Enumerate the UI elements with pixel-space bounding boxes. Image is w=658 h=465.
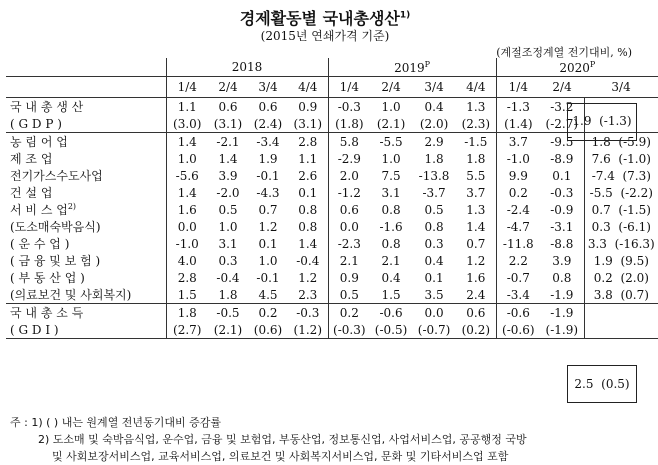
table-cell: 0.8 <box>298 219 318 234</box>
table-cell: 0.1 <box>258 236 278 251</box>
table-cell: 1.0 <box>258 253 278 268</box>
table-cell: 1.0 <box>218 219 238 234</box>
table-cell-q3: -7.4 (7.3) <box>584 167 658 184</box>
table-cell: (3.1) <box>293 116 322 131</box>
row-label: 건 설 업 <box>10 186 53 200</box>
table-cell: -8.9 <box>550 151 574 166</box>
row-label: 제 조 업 <box>10 152 53 166</box>
table-cell: -3.1 <box>550 219 574 234</box>
table-cell: 0.8 <box>298 202 318 217</box>
table-cell: 3.9 <box>552 253 572 268</box>
table-row <box>6 218 658 235</box>
table-cell-q3 <box>584 321 658 339</box>
table-cell: -1.5 <box>456 133 496 151</box>
table-cell-q3: 3.8 (0.7) <box>584 286 658 304</box>
table-cell: 2.3 <box>298 287 318 302</box>
table-cell-q3: -5.5 (-2.2) <box>584 184 658 201</box>
table-cell: (2.1) <box>376 116 406 131</box>
table-cell: -0.4 <box>216 270 240 285</box>
table-cell-q3: 1.8 (-5.9) <box>584 133 658 151</box>
table-cell-q3 <box>584 304 658 322</box>
table-cell: (-0.7) <box>412 321 456 339</box>
table-cell: -0.3 <box>550 185 574 200</box>
table-cell: 1.5 <box>166 286 208 304</box>
table-cell: 1.4 <box>218 151 238 166</box>
table-cell: 2.8 <box>166 269 208 286</box>
table-cell: 0.2 <box>328 304 370 322</box>
table-cell: -0.6 <box>496 304 540 322</box>
row-label: 국 내 총 생 산 <box>10 100 84 114</box>
table-cell: -1.6 <box>379 219 403 234</box>
table-cell: 0.6 <box>258 99 278 114</box>
table-cell: (0.2) <box>456 321 496 339</box>
table-cell: 2.9 <box>412 133 456 151</box>
table-cell: 0.8 <box>424 219 444 234</box>
table-cell: 1.8 <box>218 287 238 302</box>
table-cell: 0.6 <box>218 99 238 114</box>
table-cell: -0.1 <box>256 168 280 183</box>
table-row <box>6 286 658 304</box>
table-row <box>6 98 658 116</box>
table-cell: 1.6 <box>466 270 486 285</box>
table-cell: -3.7 <box>422 185 446 200</box>
table-cell-q3: 0.7 (-1.5) <box>584 201 658 218</box>
table-cell: 2.0 <box>328 167 370 184</box>
table-cell: -1.9 <box>550 287 574 302</box>
table-cell: (0.6) <box>248 321 288 339</box>
table-cell: 0.1 <box>424 270 444 285</box>
table-cell: -0.7 <box>496 269 540 286</box>
table-row <box>6 201 658 218</box>
table-cell: -1.2 <box>328 184 370 201</box>
table-row <box>6 133 658 151</box>
table-cell: 1.2 <box>298 270 318 285</box>
table-cell: -1.0 <box>496 150 540 167</box>
table-row <box>6 150 658 167</box>
table-cell: 0.4 <box>424 99 444 114</box>
quarter-header: 2/4 <box>208 77 248 98</box>
row-label: (도소매숙박음식) <box>10 220 101 234</box>
quarter-header: 3/4 <box>248 77 288 98</box>
table-cell: -2.0 <box>216 185 240 200</box>
table-cell: (1.8) <box>328 115 370 133</box>
table-cell: 1.5 <box>381 287 401 302</box>
table-cell: 0.6 <box>328 201 370 218</box>
table-row <box>6 252 658 269</box>
table-cell: 0.7 <box>258 202 278 217</box>
row-label: (의료보건 및 사회복지) <box>10 288 132 302</box>
row-label: ( 운 수 업 ) <box>10 237 70 251</box>
table-cell: 1.3 <box>466 202 486 217</box>
table-cell-q3: 7.6 (-1.0) <box>584 150 658 167</box>
table-cell: 4.5 <box>258 287 278 302</box>
table-cell: 1.3 <box>466 99 486 114</box>
year-header: 2018 <box>166 58 328 77</box>
table-cell: -3.2 <box>550 99 574 114</box>
table-cell: -5.6 <box>166 167 208 184</box>
table-cell: 3.7 <box>466 185 486 200</box>
gdp-q3-value: 1.9 (-1.3) <box>572 114 632 128</box>
row-label: ( G D P ) <box>10 116 62 131</box>
table-cell: 1.4 <box>166 184 208 201</box>
table-cell: 0.4 <box>424 253 444 268</box>
table-cell-q3: 3.3 (-16.3) <box>584 235 658 252</box>
table-cell: 1.1 <box>298 151 318 166</box>
year-header: $2020^P$ <box>496 58 658 77</box>
table-cell: 0.8 <box>381 236 401 251</box>
table-cell: 0.3 <box>424 236 444 251</box>
table-cell: -13.8 <box>418 168 450 183</box>
table-cell: 1.9 <box>258 151 278 166</box>
table-row <box>6 304 658 322</box>
table-cell-q3: 0.3 (-6.1) <box>584 218 658 235</box>
table-cell: (2.7) <box>166 321 208 339</box>
table-cell-q3: 0.2 (2.0) <box>584 269 658 286</box>
table-cell: 1.4 <box>466 219 486 234</box>
table-cell: -0.1 <box>256 270 280 285</box>
table-cell: -2.4 <box>496 201 540 218</box>
quarter-header-row <box>6 77 658 98</box>
table-cell: 0.5 <box>218 202 238 217</box>
table-cell: 1.8 <box>466 151 486 166</box>
table-row <box>6 321 658 339</box>
table-cell: -9.5 <box>540 133 584 151</box>
table-cell: 2.1 <box>381 253 401 268</box>
table-cell: 4.0 <box>166 252 208 269</box>
table-row <box>6 269 658 286</box>
quarter-header: 1/4 <box>166 77 208 98</box>
unit-note: (계절조정계열 전기대비, %) <box>496 46 632 59</box>
year-header: $2019^P$ <box>328 58 496 77</box>
quarter-header: 1/4 <box>496 77 540 98</box>
table-cell: 0.0 <box>412 304 456 322</box>
table-cell: 0.9 <box>328 269 370 286</box>
table-cell: -4.3 <box>256 185 280 200</box>
table-cell: 3.1 <box>218 236 238 251</box>
row-label: 서 비 스 업$^{2)}$ <box>10 202 77 217</box>
table-cell: -0.5 <box>208 304 248 322</box>
page-title: 경제활동별 국내총생산$^{1)}$ <box>239 9 411 28</box>
table-cell: 0.2 <box>496 184 540 201</box>
footnote-3: 및 사회보장서비스업, 교육서비스업, 의료보건 및 사회복지서비스업, 문화 및 기타서비스업 포함 <box>52 450 509 463</box>
table-cell: 5.8 <box>328 133 370 151</box>
row-label: 국 내 총 소 득 <box>6 304 166 322</box>
table-cell: 0.1 <box>298 185 318 200</box>
table-cell: 1.0 <box>381 151 401 166</box>
table-cell: -11.8 <box>496 235 540 252</box>
table-cell: -0.4 <box>296 253 320 268</box>
table-cell: -5.5 <box>370 133 412 151</box>
footnotes <box>10 414 527 465</box>
table-cell-q3: 1.9 (9.5) <box>584 252 658 269</box>
table-cell: (2.3) <box>461 116 491 131</box>
table-cell: (2.4) <box>253 116 283 131</box>
table-cell: 1.2 <box>466 253 486 268</box>
table-cell: -0.3 <box>288 304 328 322</box>
table-cell: (-2.7) <box>545 116 579 131</box>
table-cell: 0.0 <box>166 218 208 235</box>
footnote-2: 2) 도소매 및 숙박음식업, 운수업, 금융 및 보험업, 부동산업, 정보통신업, 사업서비스업, 공공행정 국방 <box>38 433 527 446</box>
table-cell: (1.2) <box>288 321 328 339</box>
table-cell: 0.4 <box>381 270 401 285</box>
table-cell: (-0.3) <box>328 321 370 339</box>
footnote-1: 주 : 1) ( ) 내는 원계열 전년동기대비 증감률 <box>10 416 221 429</box>
table-cell: (2.0) <box>419 116 449 131</box>
table-cell: -2.3 <box>328 235 370 252</box>
quarter-header: 1/4 <box>328 77 370 98</box>
table-cell: 2.2 <box>496 252 540 269</box>
table-cell: 1.8 <box>166 304 208 322</box>
table-row <box>6 115 658 133</box>
table-cell: -0.3 <box>328 98 370 116</box>
table-cell: (3.0) <box>166 115 208 133</box>
table-cell: -1.3 <box>496 98 540 116</box>
table-cell: (-0.6) <box>496 321 540 339</box>
table-cell: 0.5 <box>328 286 370 304</box>
table-cell: 2.4 <box>466 287 486 302</box>
table-cell: 1.1 <box>166 98 208 116</box>
table-cell: 1.0 <box>381 99 401 114</box>
table-cell: 9.9 <box>496 167 540 184</box>
quarter-header: 4/4 <box>456 77 496 98</box>
row-label: 전기가스수도사업 <box>10 169 103 183</box>
table-cell: -3.4 <box>248 133 288 151</box>
table-cell: -0.9 <box>550 202 574 217</box>
quarter-header: 2/4 <box>540 77 584 98</box>
table-cell: 0.0 <box>328 218 370 235</box>
table-cell: 1.4 <box>166 133 208 151</box>
table-cell: -2.9 <box>328 150 370 167</box>
table-cell: (-0.5) <box>370 321 412 339</box>
row-label: 농 림 어 업 <box>6 133 166 151</box>
table-cell: 0.8 <box>552 270 572 285</box>
table-cell: 0.1 <box>552 168 572 183</box>
table-cell: 1.2 <box>258 219 278 234</box>
table-cell: 3.7 <box>496 133 540 151</box>
table-cell: -0.6 <box>370 304 412 322</box>
row-label: ( 부 동 산 업 ) <box>10 271 85 285</box>
table-cell: -3.4 <box>496 286 540 304</box>
table-cell: -2.1 <box>208 133 248 151</box>
table-cell: 0.5 <box>424 202 444 217</box>
table-cell: 0.3 <box>218 253 238 268</box>
table-cell: 0.9 <box>298 99 318 114</box>
year-header-row <box>6 58 658 77</box>
table-cell: 3.9 <box>218 168 238 183</box>
table-cell: (2.1) <box>208 321 248 339</box>
quarter-header: 2/4 <box>370 77 412 98</box>
table-row <box>6 235 658 252</box>
table-cell: 5.5 <box>466 168 486 183</box>
table-cell: -4.7 <box>496 218 540 235</box>
quarter-header: 3/4 <box>584 77 658 98</box>
table-cell: 2.8 <box>288 133 328 151</box>
table-cell: (-1.9) <box>540 321 584 339</box>
table-cell: -1.0 <box>166 235 208 252</box>
table-cell: 0.6 <box>456 304 496 322</box>
table-cell: 0.7 <box>466 236 486 251</box>
table-cell: 3.5 <box>424 287 444 302</box>
table-row <box>6 184 658 201</box>
table-cell: 2.6 <box>298 168 318 183</box>
table-cell: 1.4 <box>298 236 318 251</box>
table-cell: (3.1) <box>213 116 243 131</box>
row-label: ( 금 융 및 보 험 ) <box>10 254 101 268</box>
table-cell: 1.8 <box>424 151 444 166</box>
table-cell: -8.8 <box>550 236 574 251</box>
page-subtitle: (2015년 연쇄가격 기준) <box>260 29 390 43</box>
table-cell: (1.4) <box>496 115 540 133</box>
table-cell: 0.2 <box>248 304 288 322</box>
table-cell: -1.9 <box>540 304 584 322</box>
table-cell: 3.1 <box>381 185 401 200</box>
table-cell: 1.0 <box>166 150 208 167</box>
gdp-table <box>6 58 658 339</box>
table-cell: 1.6 <box>166 201 208 218</box>
table-cell: 0.8 <box>381 202 401 217</box>
quarter-header: 4/4 <box>288 77 328 98</box>
quarter-header: 3/4 <box>412 77 456 98</box>
table-row <box>6 167 658 184</box>
table-cell: 2.1 <box>328 252 370 269</box>
gdi-q3-value: 2.5 (0.5) <box>574 377 630 391</box>
table-cell: 7.5 <box>381 168 401 183</box>
row-label: ( G D I ) <box>6 321 166 339</box>
